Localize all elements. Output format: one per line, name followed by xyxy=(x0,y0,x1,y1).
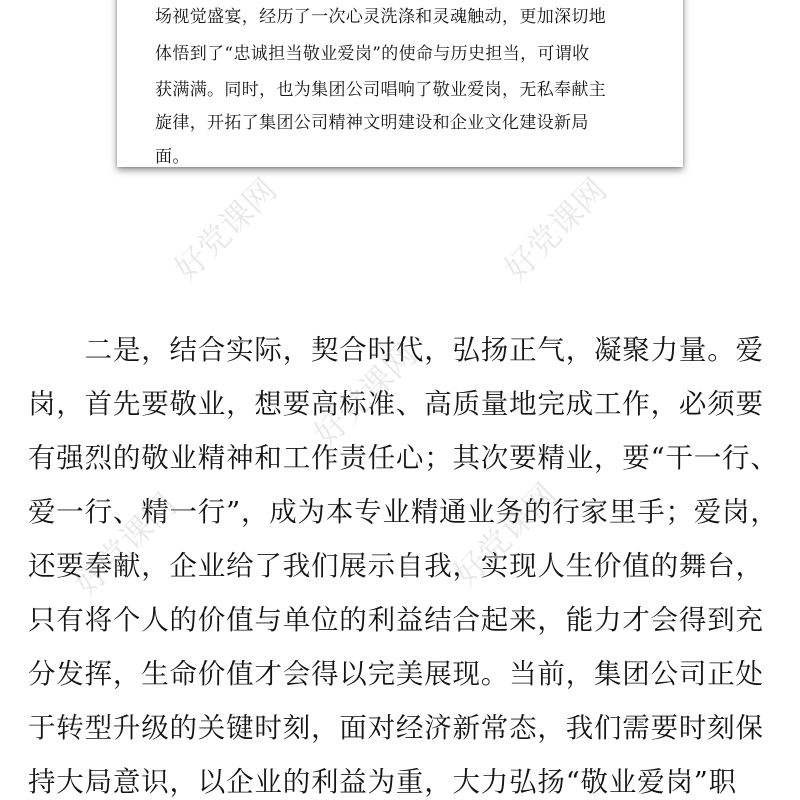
paragraph-line: 于转型升级的关键时刻，面对经济新常态，我们需要时刻保 xyxy=(28,712,764,744)
paragraph-line: 持大局意识，以企业的利益为重，大力弘扬“敬业爱岗”职 xyxy=(28,766,737,798)
paragraph-line: 有强烈的敬业精神和工作责任心；其次要精业，要“干一行、 xyxy=(28,442,779,474)
paragraph-line: 爱一行、精一行”，成为本专业精通业务的行家里手；爱岗， xyxy=(28,496,779,528)
quote-line: 面。 xyxy=(155,147,190,167)
watermark: 好党课网 xyxy=(496,170,615,289)
quote-line: 获满满。同时，也为集团公司唱响了敬业爱岗，无私奉献主 xyxy=(155,80,607,100)
watermark: 好党课网 xyxy=(306,335,425,454)
watermark: 好党课网 xyxy=(66,485,185,604)
paragraph-line: 分发挥，生命价值才会得以完美展现。当前，集团公司正处 xyxy=(28,658,764,690)
paragraph-line: 二是，结合实际，契合时代，弘扬正气，凝聚力量。爱 xyxy=(28,334,764,366)
quote-line: 场视觉盛宴，经历了一次心灵洗涤和灵魂触动，更加深切地 xyxy=(155,7,607,27)
quote-line: 体悟到了“忠诚担当敬业爱岗”的使命与历史担当，可谓收 xyxy=(155,44,590,64)
quote-line: 旋律，开拓了集团公司精神文明建设和企业文化建设新局 xyxy=(155,113,589,133)
watermark: 好党课网 xyxy=(446,475,565,594)
paragraph-line: 还要奉献，企业给了我们展示自我，实现人生价值的舞台， xyxy=(28,550,764,582)
watermark: 好党课网 xyxy=(166,170,285,289)
paragraph-line: 只有将个人的价值与单位的利益结合起来，能力才会得到充 xyxy=(28,604,764,636)
paragraph-line: 岗，首先要敬业，想要高标准、高质量地完成工作，必须要 xyxy=(28,388,764,420)
